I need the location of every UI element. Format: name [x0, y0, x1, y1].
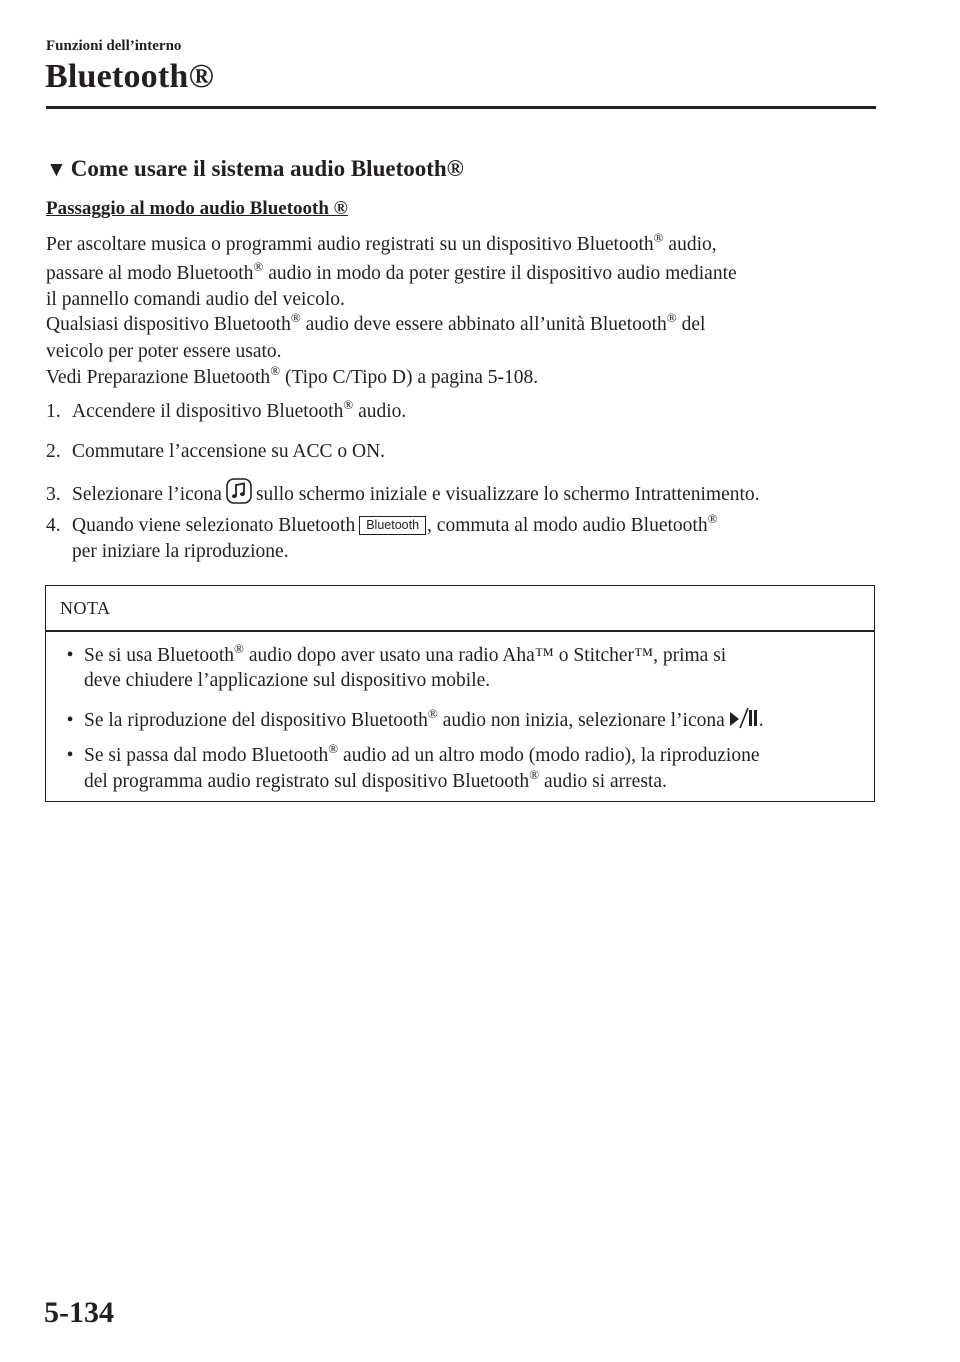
- page-number: 5-134: [44, 1296, 114, 1329]
- paragraph-line: il pannello comandi audio del veicolo.: [46, 289, 345, 310]
- note-bullet: • Se si passa dal modo Bluetooth® audio ad un altro modo (modo radio), la riproduzione: [56, 744, 759, 768]
- page-title: Bluetooth®: [45, 58, 215, 95]
- subheading: Passaggio al modo audio Bluetooth ®: [46, 198, 348, 219]
- play-pause-icon: [729, 706, 759, 737]
- bluetooth-key-icon: Bluetooth: [359, 516, 426, 535]
- note-title: NOTA: [60, 598, 111, 618]
- step-item-continuation: per iniziare la riproduzione.: [72, 541, 289, 562]
- note-bullet-continuation: del programma audio registrato sul dispositivo Bluetooth® audio si arresta.: [84, 766, 667, 792]
- paragraph-line: Per ascoltare musica o programmi audio registrati su un dispositivo Bluetooth® audio,: [46, 229, 717, 255]
- note-box: [45, 585, 875, 802]
- bullet-dot-icon: •: [66, 645, 74, 666]
- note-bullet-continuation: deve chiudere l’applicazione sul dispositivo mobile.: [84, 670, 491, 691]
- paragraph-line: Vedi Preparazione Bluetooth® (Tipo C/Tipo D) a pagina 5-108.: [46, 362, 539, 388]
- header-rule: [46, 106, 876, 109]
- step-item: 3. Selezionare l’icona sullo schermo iniziale e visualizzare lo schermo Intrattenimento.: [46, 478, 760, 511]
- music-note-icon: [226, 478, 252, 511]
- step-item: 2. Commutare l’accensione su ACC o ON.: [46, 441, 386, 462]
- paragraph-line: Qualsiasi dispositivo Bluetooth® audio deve essere abbinato all’unità Bluetooth® del: [46, 309, 706, 335]
- section-heading: ▼ Come usare il sistema audio Bluetooth®: [46, 156, 464, 181]
- step-item: 1. Accendere il dispositivo Bluetooth® audio.: [46, 396, 407, 422]
- note-bullet: • Se la riproduzione del dispositivo Bluetooth® audio non inizia, selezionare l’icona .: [56, 706, 764, 737]
- section-label: Funzioni dell’interno: [46, 38, 182, 54]
- note-divider: [46, 630, 874, 632]
- paragraph-line: veicolo per poter essere usato.: [46, 341, 282, 362]
- triangle-marker-icon: ▼: [46, 157, 67, 181]
- bullet-dot-icon: •: [66, 745, 74, 766]
- note-bullet: • Se si usa Bluetooth® audio dopo aver usato una radio Aha™ o Stitcher™, prima si: [56, 644, 726, 668]
- paragraph-line: passare al modo Bluetooth® audio in modo da poter gestire il dispositivo audio mediante: [46, 258, 737, 284]
- bullet-dot-icon: •: [66, 710, 74, 731]
- step-item: 4. Quando viene selezionato Bluetooth Bluetooth , commuta al modo audio Bluetooth®: [46, 510, 718, 536]
